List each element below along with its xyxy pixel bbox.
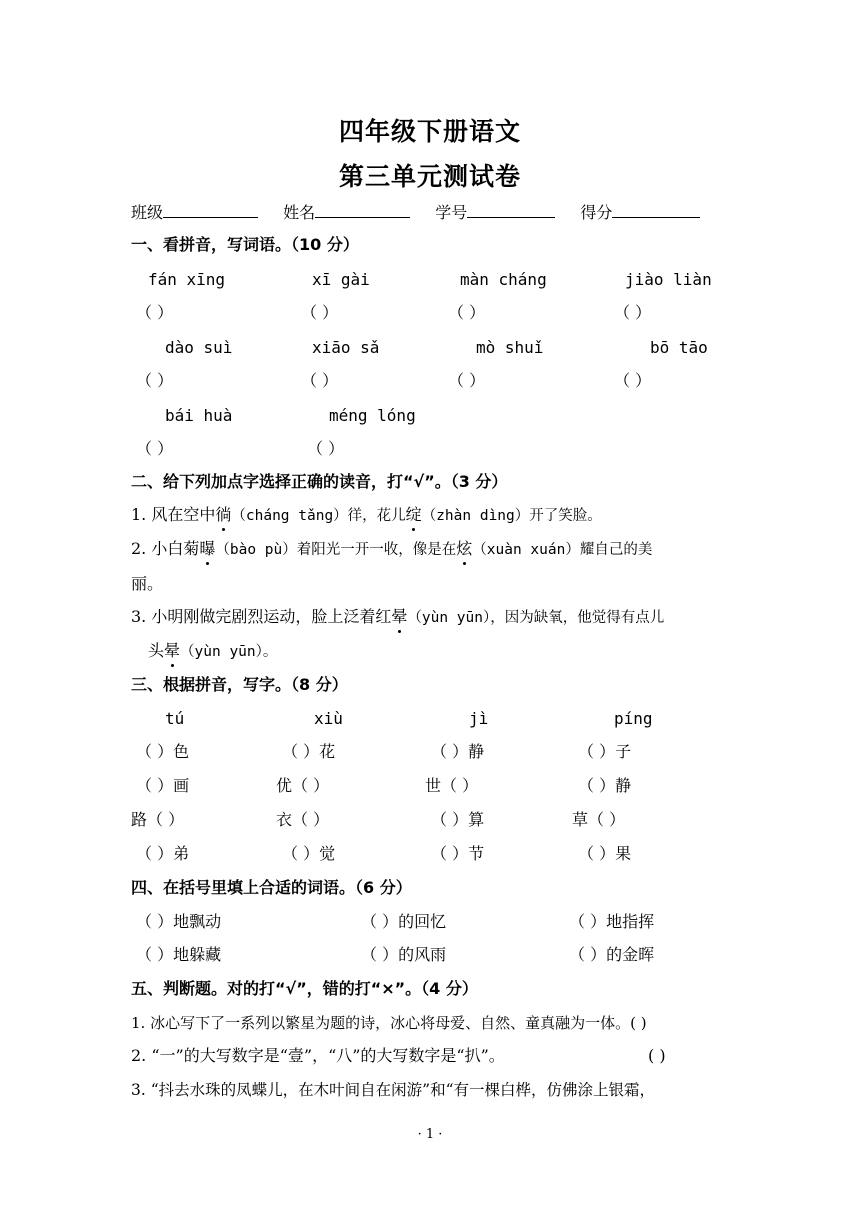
question-2-1 [131, 504, 602, 527]
question-5-3: 3. “抖去水珠的凤蝶儿，在木叶间自在闲游”和“有一棵白桦，仿佛涂上银霜， [131, 1081, 655, 1099]
pinyin-item: tú [165, 709, 185, 728]
dotted-char: 晕 [391, 607, 408, 626]
char-blank[interactable]: （ ）画 [136, 776, 190, 795]
word-blank[interactable]: （ ）的回忆 [361, 912, 447, 931]
pinyin-item: jiào liàn [625, 270, 712, 289]
pinyin-item: bō tāo [650, 338, 708, 357]
question-text[interactable]: （cháng tǎng）徉，花儿 [231, 508, 406, 524]
answer-bracket[interactable]: （ ） [614, 303, 652, 322]
question-2-2-cont: 丽。 [131, 574, 164, 593]
question-text: 2. 小白菊 [131, 539, 200, 558]
char-blank[interactable]: （ ）静 [431, 742, 485, 761]
char-blank[interactable]: （ ）觉 [282, 844, 336, 863]
answer-bracket[interactable]: （ ） [301, 303, 339, 322]
char-blank[interactable]: （ ）静 [578, 776, 632, 795]
judge-bracket[interactable]: ( ) [648, 1046, 666, 1065]
question-text: 1. 风在空中 [131, 505, 216, 524]
char-blank[interactable]: （ ）子 [578, 742, 632, 761]
section-1-heading: 一、看拼音，写词语。（10 分） [131, 235, 359, 254]
word-blank[interactable]: （ ）的风雨 [361, 945, 447, 964]
section-5-heading: 五、判断题。对的打“√”，错的打“×”。（4 分） [131, 979, 478, 998]
score-label: 得分 [580, 203, 613, 222]
answer-bracket[interactable]: （ ） [136, 439, 174, 458]
pinyin-item: bái huà [165, 406, 233, 425]
word-blank[interactable]: （ ）地躲藏 [136, 945, 222, 964]
pinyin-item: xī gài [312, 270, 370, 289]
score-blank[interactable] [612, 201, 700, 218]
question-text[interactable]: （zhàn dìng）开了笑脸。 [421, 508, 602, 524]
pinyin-item: xiù [314, 709, 343, 728]
pinyin-item: méng lóng [329, 406, 416, 425]
question-2-3 [131, 606, 664, 629]
char-blank[interactable]: （ ）花 [282, 742, 336, 761]
number-label: 学号 [435, 203, 468, 222]
question-text: 头 [148, 641, 165, 660]
char-blank[interactable]: 路（ ） [131, 810, 185, 829]
pinyin-item: fán xīng [148, 270, 226, 289]
name-label: 姓名 [283, 203, 316, 222]
dotted-char: 徜 [215, 505, 232, 524]
question-5-2: 2. “一”的大写数字是“壹”，“八”的大写数字是“扒”。 [131, 1046, 505, 1065]
pinyin-item: dào suì [165, 338, 233, 357]
word-blank[interactable]: （ ）地指挥 [569, 912, 655, 931]
char-blank[interactable]: 衣（ ） [276, 810, 330, 829]
page-subtitle: 第三单元测试卷 [338, 162, 521, 191]
word-blank[interactable]: （ ）地飘动 [136, 912, 222, 931]
word-blank[interactable]: （ ）的金晖 [569, 945, 655, 964]
question-5-1[interactable]: 1. 冰心写下了一系列以繁星为题的诗，冰心将母爱、自然、童真融为一体。( ) [131, 1014, 647, 1032]
char-blank[interactable]: （ ）弟 [136, 844, 190, 863]
class-label: 班级 [131, 203, 164, 222]
pinyin-item: xiāo sǎ [312, 338, 380, 357]
question-text[interactable]: （xuàn xuán）耀自己的美 [472, 542, 653, 558]
dotted-char: 晕 [164, 641, 181, 660]
answer-bracket[interactable]: （ ） [136, 371, 174, 390]
pinyin-item: jì [469, 709, 489, 728]
question-text[interactable]: （yùn yūn）。 [180, 644, 278, 660]
section-2-heading: 二、给下列加点字选择正确的读音，打“√”。（3 分） [131, 472, 508, 491]
answer-bracket[interactable]: （ ） [301, 371, 339, 390]
question-2-2 [131, 538, 652, 561]
number-blank[interactable] [467, 201, 555, 218]
question-text: 3. 小明刚做完剧烈运动，脸上泛着红 [131, 607, 392, 626]
dotted-char: 炫 [456, 539, 473, 558]
class-blank[interactable] [163, 201, 258, 218]
answer-bracket[interactable]: （ ） [307, 439, 345, 458]
char-blank[interactable]: （ ）节 [431, 844, 485, 863]
answer-bracket[interactable]: （ ） [448, 371, 486, 390]
char-blank[interactable]: 优（ ） [276, 776, 330, 795]
dotted-char: 曝 [199, 539, 216, 558]
question-2-3-cont [148, 640, 277, 663]
student-info-row [131, 201, 700, 224]
section-4-heading: 四、在括号里填上合适的词语。（6 分） [131, 878, 412, 897]
question-text[interactable]: （bào pù）着阳光一开一收，像是在 [215, 542, 457, 558]
char-blank[interactable]: （ ）果 [578, 844, 632, 863]
pinyin-item: màn cháng [460, 270, 547, 289]
char-blank[interactable]: （ ）算 [431, 810, 485, 829]
char-blank[interactable]: 草（ ） [572, 810, 626, 829]
question-text[interactable]: （yùn yūn），因为缺氧，他觉得有点儿 [407, 610, 665, 626]
answer-bracket[interactable]: （ ） [614, 371, 652, 390]
page-number: · 1 · [417, 1127, 443, 1142]
pinyin-item: píng [614, 709, 653, 728]
answer-bracket[interactable]: （ ） [448, 303, 486, 322]
pinyin-item: mò shuǐ [476, 338, 544, 357]
name-blank[interactable] [315, 201, 410, 218]
dotted-char: 绽 [405, 505, 422, 524]
answer-bracket[interactable]: （ ） [136, 303, 174, 322]
section-3-heading: 三、根据拼音，写字。（8 分） [131, 675, 348, 694]
char-blank[interactable]: （ ）色 [136, 742, 190, 761]
char-blank[interactable]: 世（ ） [425, 776, 479, 795]
page-title: 四年级下册语文 [338, 117, 521, 146]
